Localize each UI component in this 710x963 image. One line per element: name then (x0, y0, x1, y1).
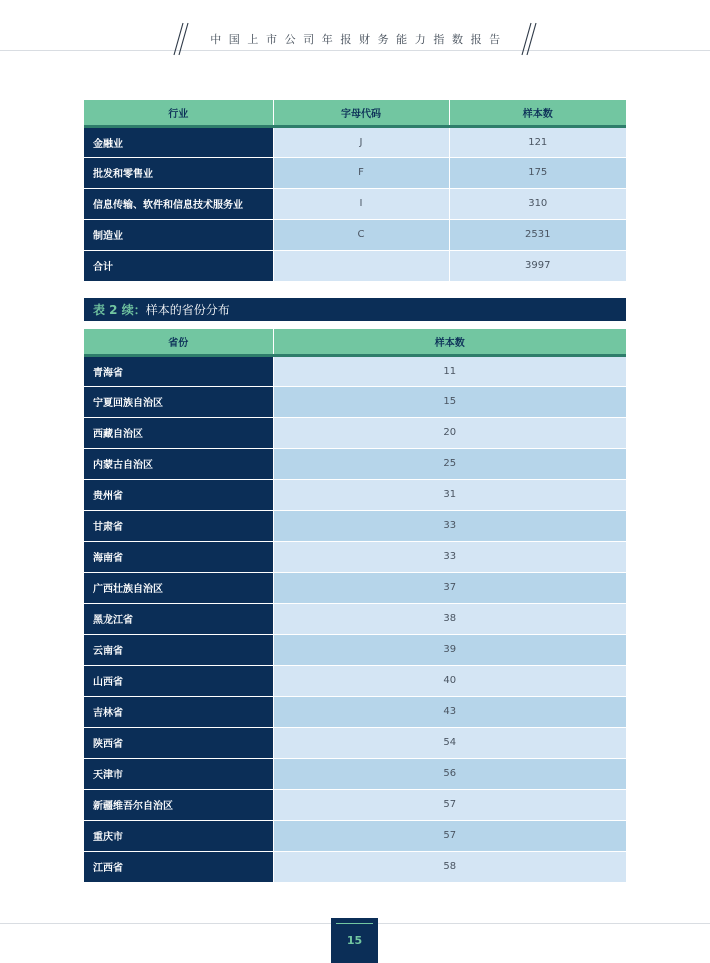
table-row (84, 188, 626, 219)
industry-table (84, 100, 626, 281)
report-title: 中国上市公司年报财务能力指数报告 (210, 33, 508, 46)
sample-count: 54 (273, 727, 626, 758)
industry-code: I (273, 188, 449, 219)
province-name: 西藏自治区 (84, 417, 273, 448)
sample-count: 3997 (449, 250, 626, 281)
industry-code: J (273, 126, 449, 157)
table-row (84, 696, 626, 727)
column-header-count: 样本数 (273, 329, 626, 355)
sample-count: 39 (273, 634, 626, 665)
sample-count: 57 (273, 820, 626, 851)
column-header-count: 样本数 (449, 100, 626, 126)
sample-count: 43 (273, 696, 626, 727)
page-number-box (331, 918, 378, 963)
industry-name: 制造业 (84, 219, 273, 250)
table-row (84, 820, 626, 851)
industry-code (273, 250, 449, 281)
province-name: 新疆维吾尔自治区 (84, 789, 273, 820)
table-row (84, 572, 626, 603)
table-caption-text: 样本的省份分布 (145, 303, 230, 317)
sample-count: 25 (273, 448, 626, 479)
industry-name: 信息传输、软件和信息技术服务业 (84, 188, 273, 219)
sample-count: 38 (273, 603, 626, 634)
province-name: 青海省 (84, 355, 273, 386)
table-row (84, 479, 626, 510)
table-row (84, 157, 626, 188)
table-row (84, 665, 626, 696)
industry-code: C (273, 219, 449, 250)
table-row (84, 219, 626, 250)
industry-code: F (273, 157, 449, 188)
province-name: 内蒙古自治区 (84, 448, 273, 479)
sample-count: 57 (273, 789, 626, 820)
province-name: 云南省 (84, 634, 273, 665)
industry-name: 金融业 (84, 126, 273, 157)
province-table (84, 329, 626, 882)
table-row (84, 126, 626, 157)
sample-count: 175 (449, 157, 626, 188)
double-slash-icon (518, 22, 540, 56)
table-row-total (84, 250, 626, 281)
sample-count: 310 (449, 188, 626, 219)
table-row (84, 758, 626, 789)
column-header-province: 省份 (84, 329, 273, 355)
table-row (84, 851, 626, 882)
sample-count: 121 (449, 126, 626, 157)
page-number: 15 (346, 934, 363, 947)
province-name: 贵州省 (84, 479, 273, 510)
province-name: 山西省 (84, 665, 273, 696)
table-header-row (84, 100, 626, 126)
sample-count: 33 (273, 541, 626, 572)
sample-count: 2531 (449, 219, 626, 250)
column-header-industry: 行业 (84, 100, 273, 126)
table-row (84, 727, 626, 758)
running-header (0, 22, 710, 56)
province-name: 天津市 (84, 758, 273, 789)
sample-count: 58 (273, 851, 626, 882)
sample-count: 15 (273, 386, 626, 417)
double-slash-icon (170, 22, 192, 56)
table-row (84, 634, 626, 665)
province-name: 黑龙江省 (84, 603, 273, 634)
province-name: 广西壮族自治区 (84, 572, 273, 603)
table-row (84, 448, 626, 479)
table-row (84, 355, 626, 386)
province-name: 吉林省 (84, 696, 273, 727)
table-row (84, 541, 626, 572)
table-caption (84, 298, 626, 321)
province-name: 重庆市 (84, 820, 273, 851)
table-row (84, 789, 626, 820)
province-name: 陕西省 (84, 727, 273, 758)
sample-count: 33 (273, 510, 626, 541)
table-row (84, 417, 626, 448)
table-row (84, 603, 626, 634)
sample-count: 37 (273, 572, 626, 603)
industry-name: 合计 (84, 250, 273, 281)
sample-count: 11 (273, 355, 626, 386)
table-row (84, 386, 626, 417)
province-name: 甘肃省 (84, 510, 273, 541)
table-header-row (84, 329, 626, 355)
column-header-code: 字母代码 (273, 100, 449, 126)
province-name: 江西省 (84, 851, 273, 882)
sample-count: 56 (273, 758, 626, 789)
sample-count: 20 (273, 417, 626, 448)
province-name: 宁夏回族自治区 (84, 386, 273, 417)
sample-count: 31 (273, 479, 626, 510)
sample-count: 40 (273, 665, 626, 696)
table-row (84, 510, 626, 541)
province-name: 海南省 (84, 541, 273, 572)
table-caption-number: 表 2 续： (93, 303, 146, 317)
industry-name: 批发和零售业 (84, 157, 273, 188)
